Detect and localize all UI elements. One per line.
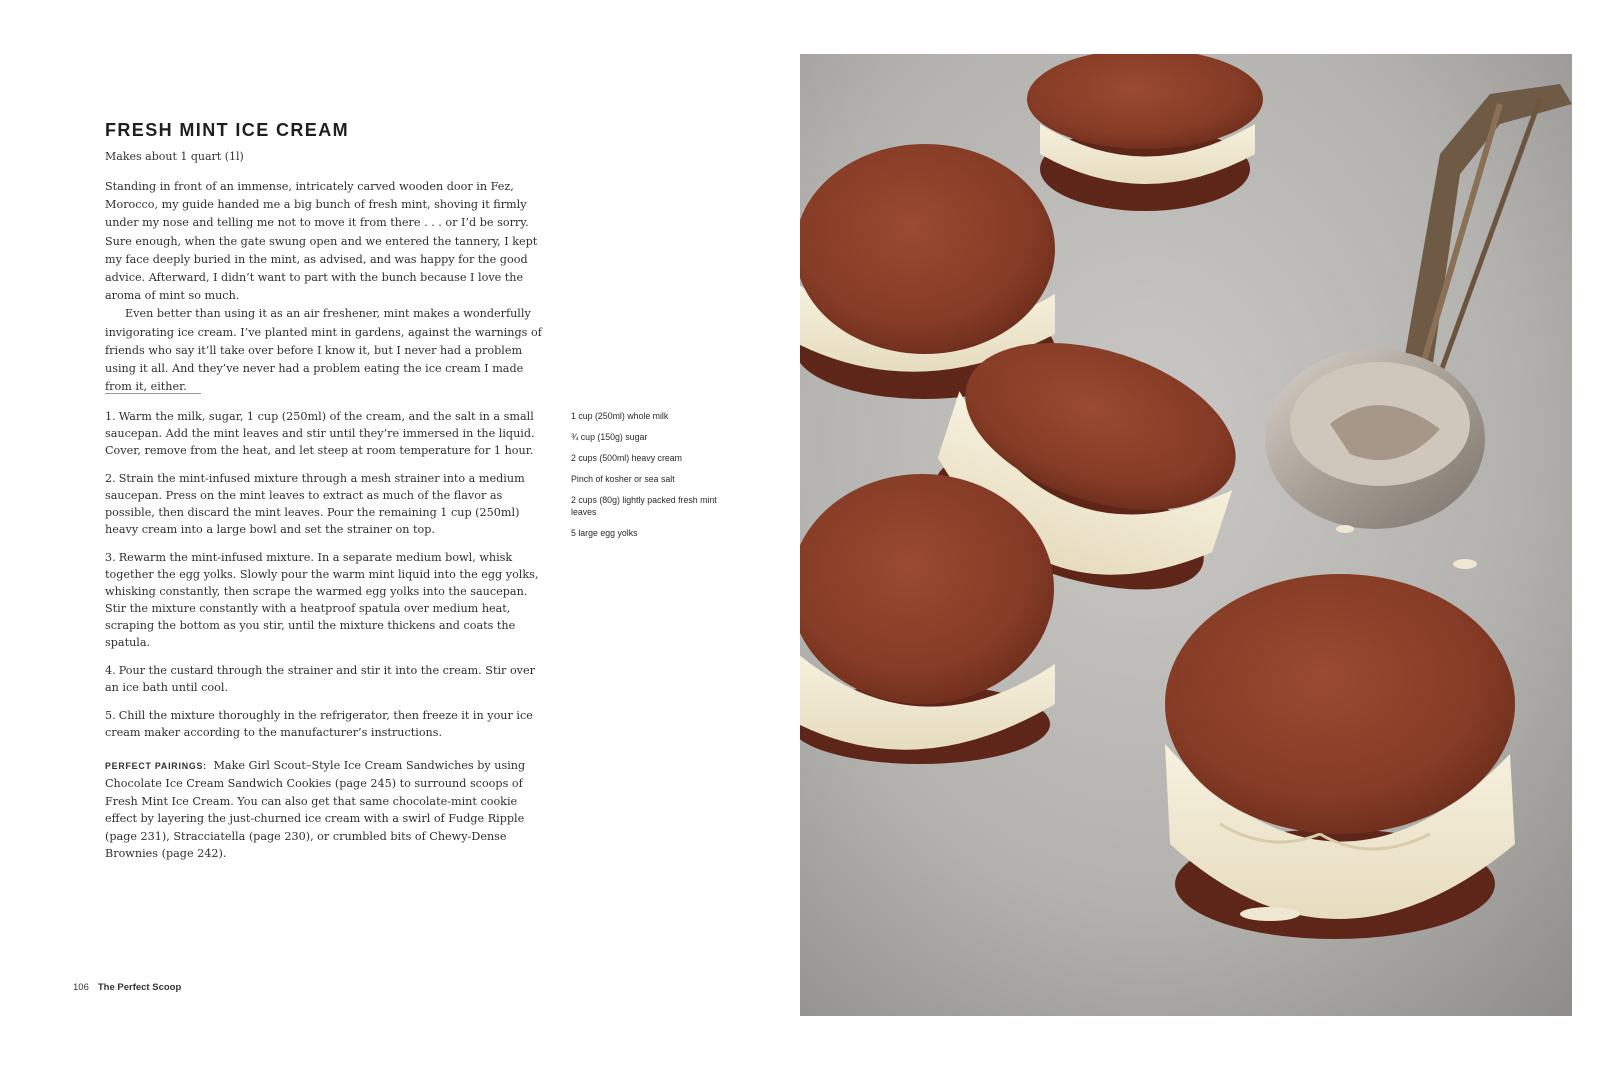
ingredient-item: 1 cup (250ml) whole milk [571, 411, 669, 421]
book-title: The Perfect Scoop [97, 982, 182, 993]
step-text: Warm the milk, sugar, 1 cup (250ml) of the cream, and the salt in a small saucepan. Add the mint leaves and stir until they’re immersed in the liquid. Cover, remove from the heat, and let steep at room temperature for 1 hour. [105, 410, 535, 457]
page-number: 106 [73, 982, 89, 993]
step-number: 4. [105, 664, 116, 677]
recipe-photo [800, 54, 1572, 1016]
cookie-sandwich [1165, 574, 1515, 939]
cookie-sandwich [1027, 54, 1263, 211]
step-text: Chill the mixture thoroughly in the refrigerator, then freeze it in your ice cream maker according to the manufacturer’s instructions. [105, 709, 533, 739]
pairings-text: Make Girl Scout–Style Ice Cream Sandwiches by using Chocolate Ice Cream Sandwich Cookies (page 245) to surround scoops of Fresh Mint Ice Cream. You can also get that same chocolate-mint cookie effect by layering the just-churned ice cream with a swirl of Fudge Ripple (page 231), Stracciatella (page 230), or crumbled bits of Chewy-Dense Brownies (page 242). [105, 759, 526, 861]
ingredient-item: ¾ cup (150g) sugar [571, 432, 648, 442]
cookie-sandwich [800, 474, 1055, 764]
step-number: 1. [105, 410, 116, 423]
recipe-yield: Makes about 1 quart (1l) [105, 150, 244, 163]
page-footer [73, 982, 181, 993]
recipe-title: FRESH MINT ICE CREAM [105, 120, 349, 140]
pairings-label: PERFECT PAIRINGS: [105, 761, 207, 771]
ice-cream-sandwiches-illustration [800, 54, 1572, 1016]
ingredient-list [571, 411, 731, 549]
ingredient-item: 5 large egg yolks [571, 527, 638, 538]
step-number: 2. [105, 472, 116, 485]
step-text: Strain the mint-infused mixture through a mesh strainer into a medium saucepan. Press on the mint leaves to extract as much of the flavor as possible, then discard the mint leaves. Pour the remaining 1 cup (250ml) heavy cream into a large bowl and set the strainer on top. [105, 472, 525, 536]
ingredient-item: Pinch of kosher or sea salt [571, 474, 675, 484]
method-step [105, 408, 545, 459]
step-number: 5. [105, 709, 116, 722]
method-step [105, 470, 545, 538]
left-page [0, 0, 790, 1067]
section-divider [105, 393, 201, 394]
melted-ice-cream [1453, 559, 1477, 569]
melted-ice-cream [1240, 907, 1300, 921]
perfect-pairings [105, 757, 545, 862]
method-step [105, 707, 545, 741]
melted-ice-cream [1336, 525, 1354, 533]
ingredient-item: 2 cups (80g) lightly packed fresh mint leaves [571, 495, 717, 517]
headnote-paragraph: Even better than using it as an air freshener, mint makes a wonderfully invigorating ice cream. I’ve planted mint in gardens, against the warnings of friends who say it’ll take over before I know it, but I never had a problem using it all. And they’ve never had a problem eating the ice cream I made from it, either. [105, 307, 542, 394]
headnote [105, 178, 545, 396]
method-steps [105, 408, 545, 752]
method-step [105, 549, 545, 651]
headnote-paragraph: Standing in front of an immense, intricately carved wooden door in Fez, Morocco, my guide handed me a big bunch of fresh mint, shoving it firmly under my nose and telling me not to move it from there . . . or I’d be sorry. Sure enough, when the gate swung open and we entered the tannery, I kept my face deeply buried in the mint, as advised, and was happy for the good advice. Afterward, I didn’t want to part with the bunch because I love the aroma of mint so much. [105, 180, 538, 303]
method-step [105, 662, 545, 696]
step-number: 3. [105, 551, 116, 564]
step-text: Rewarm the mint-infused mixture. In a separate medium bowl, whisk together the egg yolks. Slowly pour the warm mint liquid into the egg yolks, whisking constantly, then scrape the warmed egg yolks into the saucepan. Stir the mixture constantly with a heatproof spatula over medium heat, scraping the bottom as you stir, until the mixture thickens and coats the spatula. [105, 551, 539, 649]
step-text: Pour the custard through the strainer and stir it into the cream. Stir over an ice bath until cool. [105, 664, 535, 694]
ingredient-item: 2 cups (500ml) heavy cream [571, 453, 682, 463]
